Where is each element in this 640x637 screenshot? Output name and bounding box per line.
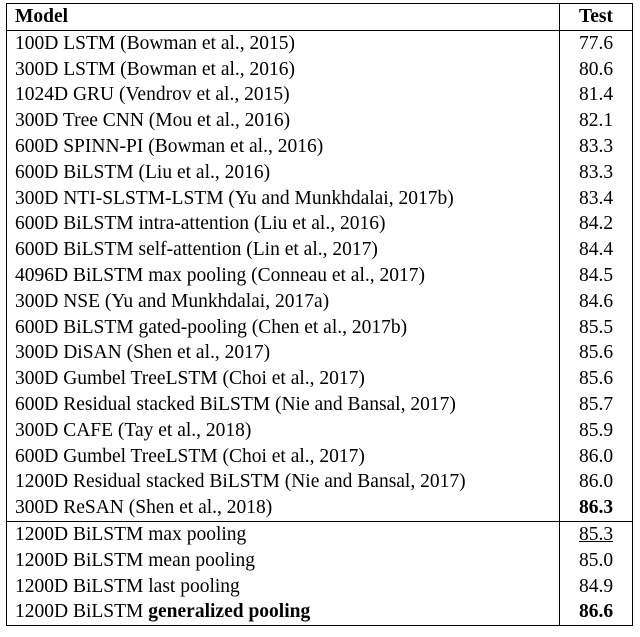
- model-cell: 300D LSTM (Bowman et al., 2016): [7, 57, 560, 83]
- model-cell: 1200D BiLSTM mean pooling: [7, 548, 560, 574]
- model-cell: 1200D Residual stacked BiLSTM (Nie and Bansal, 2017): [7, 469, 560, 495]
- header-row: [7, 4, 633, 31]
- model-cell: 1200D BiLSTM last pooling: [7, 574, 560, 600]
- model-cell: 600D Gumbel TreeLSTM (Choi et al., 2017): [7, 444, 560, 470]
- model-cell: 600D BiLSTM self-attention (Lin et al., 2017): [7, 237, 560, 263]
- results-table: [6, 3, 633, 626]
- test-score-cell: 84.2: [560, 211, 633, 237]
- table-row: [7, 599, 633, 625]
- test-score-cell: 85.6: [560, 340, 633, 366]
- test-score-cell: 80.6: [560, 57, 633, 83]
- test-score-cell: 83.3: [560, 134, 633, 160]
- table-row: [7, 289, 633, 315]
- test-score-cell: 84.5: [560, 263, 633, 289]
- model-cell: 300D ReSAN (Shen et al., 2018): [7, 495, 560, 521]
- test-score-cell: 85.7: [560, 392, 633, 418]
- model-cell: 4096D BiLSTM max pooling (Conneau et al., 2017): [7, 263, 560, 289]
- table-row: [7, 237, 633, 263]
- model-cell: 600D SPINN-PI (Bowman et al., 2016): [7, 134, 560, 160]
- model-name-prefix: 1200D BiLSTM: [15, 601, 149, 623]
- test-score-cell: 86.0: [560, 469, 633, 495]
- model-cell: 300D NTI-SLSTM-LSTM (Yu and Munkhdalai, 2017b): [7, 186, 560, 212]
- test-score-cell: 85.6: [560, 366, 633, 392]
- model-cell: 300D CAFE (Tay et al., 2018): [7, 418, 560, 444]
- test-score-cell: 82.1: [560, 108, 633, 134]
- table-row: [7, 57, 633, 83]
- model-cell: 300D Tree CNN (Mou et al., 2016): [7, 108, 560, 134]
- best-baseline-score-cell: 86.3: [560, 495, 633, 521]
- baseline-rows: [7, 30, 633, 521]
- best-score-cell: 86.6: [560, 599, 633, 625]
- table-row: [7, 340, 633, 366]
- model-cell: 1200D BiLSTM max pooling: [7, 521, 560, 547]
- test-score-cell: 85.0: [560, 548, 633, 574]
- table-row: [7, 108, 633, 134]
- table-row: [7, 82, 633, 108]
- table-row: [7, 30, 633, 56]
- table-row: [7, 392, 633, 418]
- table-row: [7, 521, 633, 547]
- test-score-cell: 85.9: [560, 418, 633, 444]
- test-score-cell: 84.4: [560, 237, 633, 263]
- table-row: [7, 263, 633, 289]
- model-cell: 300D NSE (Yu and Munkhdalai, 2017a): [7, 289, 560, 315]
- test-score-cell: 84.9: [560, 574, 633, 600]
- table-row: [7, 134, 633, 160]
- model-cell: [7, 599, 560, 625]
- test-score-cell: 83.3: [560, 160, 633, 186]
- table-row: [7, 469, 633, 495]
- test-score-cell: 85.3: [560, 521, 633, 547]
- table-row: [7, 366, 633, 392]
- model-cell: 600D BiLSTM gated-pooling (Chen et al., 2017b): [7, 315, 560, 341]
- table-row: [7, 548, 633, 574]
- model-cell: 600D Residual stacked BiLSTM (Nie and Bansal, 2017): [7, 392, 560, 418]
- model-cell: 300D DiSAN (Shen et al., 2017): [7, 340, 560, 366]
- model-column-header: Model: [7, 4, 560, 31]
- test-score-cell: 86.0: [560, 444, 633, 470]
- model-cell: 100D LSTM (Bowman et al., 2015): [7, 30, 560, 56]
- table-row: [7, 315, 633, 341]
- table-row: [7, 186, 633, 212]
- test-score-cell: 81.4: [560, 82, 633, 108]
- test-score-cell: 84.6: [560, 289, 633, 315]
- model-cell: 600D BiLSTM (Liu et al., 2016): [7, 160, 560, 186]
- table-row: [7, 160, 633, 186]
- table-row: [7, 574, 633, 600]
- model-cell: 600D BiLSTM intra-attention (Liu et al., 2016): [7, 211, 560, 237]
- test-score-cell: 83.4: [560, 186, 633, 212]
- model-cell: 300D Gumbel TreeLSTM (Choi et al., 2017): [7, 366, 560, 392]
- proposed-model-rows: [7, 521, 633, 625]
- table-row: [7, 211, 633, 237]
- test-score-cell: 85.5: [560, 315, 633, 341]
- table-row: [7, 495, 633, 521]
- model-cell: 1024D GRU (Vendrov et al., 2015): [7, 82, 560, 108]
- model-name-highlight: generalized pooling: [148, 601, 311, 623]
- table-row: [7, 418, 633, 444]
- table-row: [7, 444, 633, 470]
- test-score-cell: 77.6: [560, 30, 633, 56]
- test-column-header: Test: [560, 4, 633, 31]
